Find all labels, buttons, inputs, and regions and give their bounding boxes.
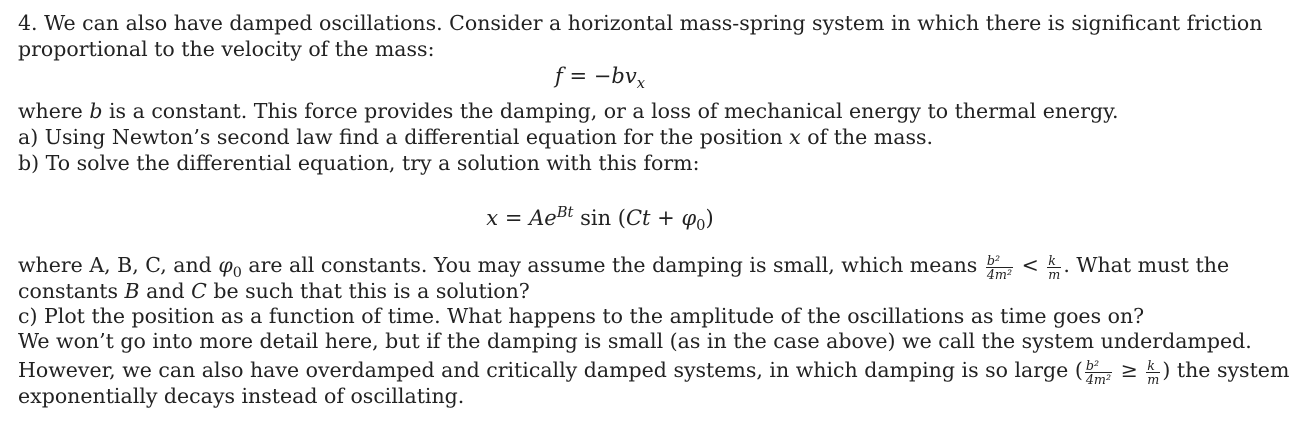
fraction-k-m [1047,254,1061,282]
od-frac1-den: 4m² [1085,371,1112,387]
intro-line-2: proportional to the velocity of the mass: [18,37,435,61]
constants-pre: where A, B, C, and [18,253,219,277]
overdamped-pre: However, we can also have overdamped and critically damped systems, in which damping is so large ( [18,358,1083,382]
sol-sin: sin ( [573,206,626,231]
var-x: x [789,125,801,149]
force-equation [0,64,1200,96]
greater-equal: ≥ [1114,358,1145,382]
var-b: b [89,99,103,123]
less-than: < [1015,253,1046,277]
var-C: C [191,279,207,303]
problem-number: 4. [18,11,38,35]
force-lhs: f [555,64,563,88]
overdamped-post: ) the system [1162,358,1289,382]
solution-equation [0,201,1200,238]
overdamped-line [18,357,1289,387]
part-a-pre: a) Using Newton’s second law find a differential equation for the position [18,125,790,149]
part-a-post: of the mass. [800,125,934,149]
sol-exponent: Bt [556,204,574,221]
sol-arg: Ct [625,206,651,231]
frac1-num: b² [986,254,1013,268]
sol-close: ) [705,206,714,231]
sol-plus: + [650,206,682,231]
sol-phi: φ [681,206,697,231]
sol-equals: = [504,206,523,231]
force-equals: = [569,64,588,88]
constants2-post: be such that this is a solution? [206,279,530,303]
constants-phi-sub: 0 [232,265,242,282]
constants-post: . What must the [1063,253,1230,277]
constants2-and: and [139,279,192,303]
intro-line-1 [18,11,1263,35]
part-b-line: b) To solve the differential equation, try a solution with this form: [18,151,700,175]
where-b-line [18,99,1119,123]
part-a-line [18,125,933,149]
constants-phi: φ [218,253,233,277]
where-b-post: is a constant. This force provides the damping, or a loss of mechanical energy to thermal energy. [102,99,1119,123]
fraction-k-m-second [1146,359,1160,387]
constants2-pre: constants [18,279,125,303]
force-rhs: −bv [593,64,637,88]
od-frac2-num: k [1146,359,1160,373]
var-B: B [124,279,140,303]
force-subscript: x [636,75,645,93]
od-frac1-num: b² [1085,359,1112,373]
sol-amplitude: Ae [529,206,557,231]
part-c-line: c) Plot the position as a function of time. What happens to the amplitude of the oscillations as time goes on? [18,304,1145,328]
intro-text: We can also have damped oscillations. Consider a horizontal mass-spring system in which there is significant friction [44,11,1263,35]
where-b-pre: where [18,99,90,123]
frac1-den: 4m² [986,266,1013,282]
underdamped-line: We won’t go into more detail here, but if the damping is small (as in the case above) we call the system underdamped. [18,329,1252,353]
constants-line-2 [18,279,530,303]
od-frac2-den: m [1147,371,1160,387]
last-line: exponentially decays instead of oscillating. [18,384,465,408]
sol-lhs: x [486,206,499,231]
sol-phi-sub: 0 [696,217,706,235]
frac2-num: k [1047,254,1061,268]
fraction-b2-4m2 [986,254,1013,282]
constants-mid: are all constants. You may assume the damping is small, which means [241,253,984,277]
fraction-b2-4m2-second [1085,359,1112,387]
frac2-den: m [1048,266,1061,282]
